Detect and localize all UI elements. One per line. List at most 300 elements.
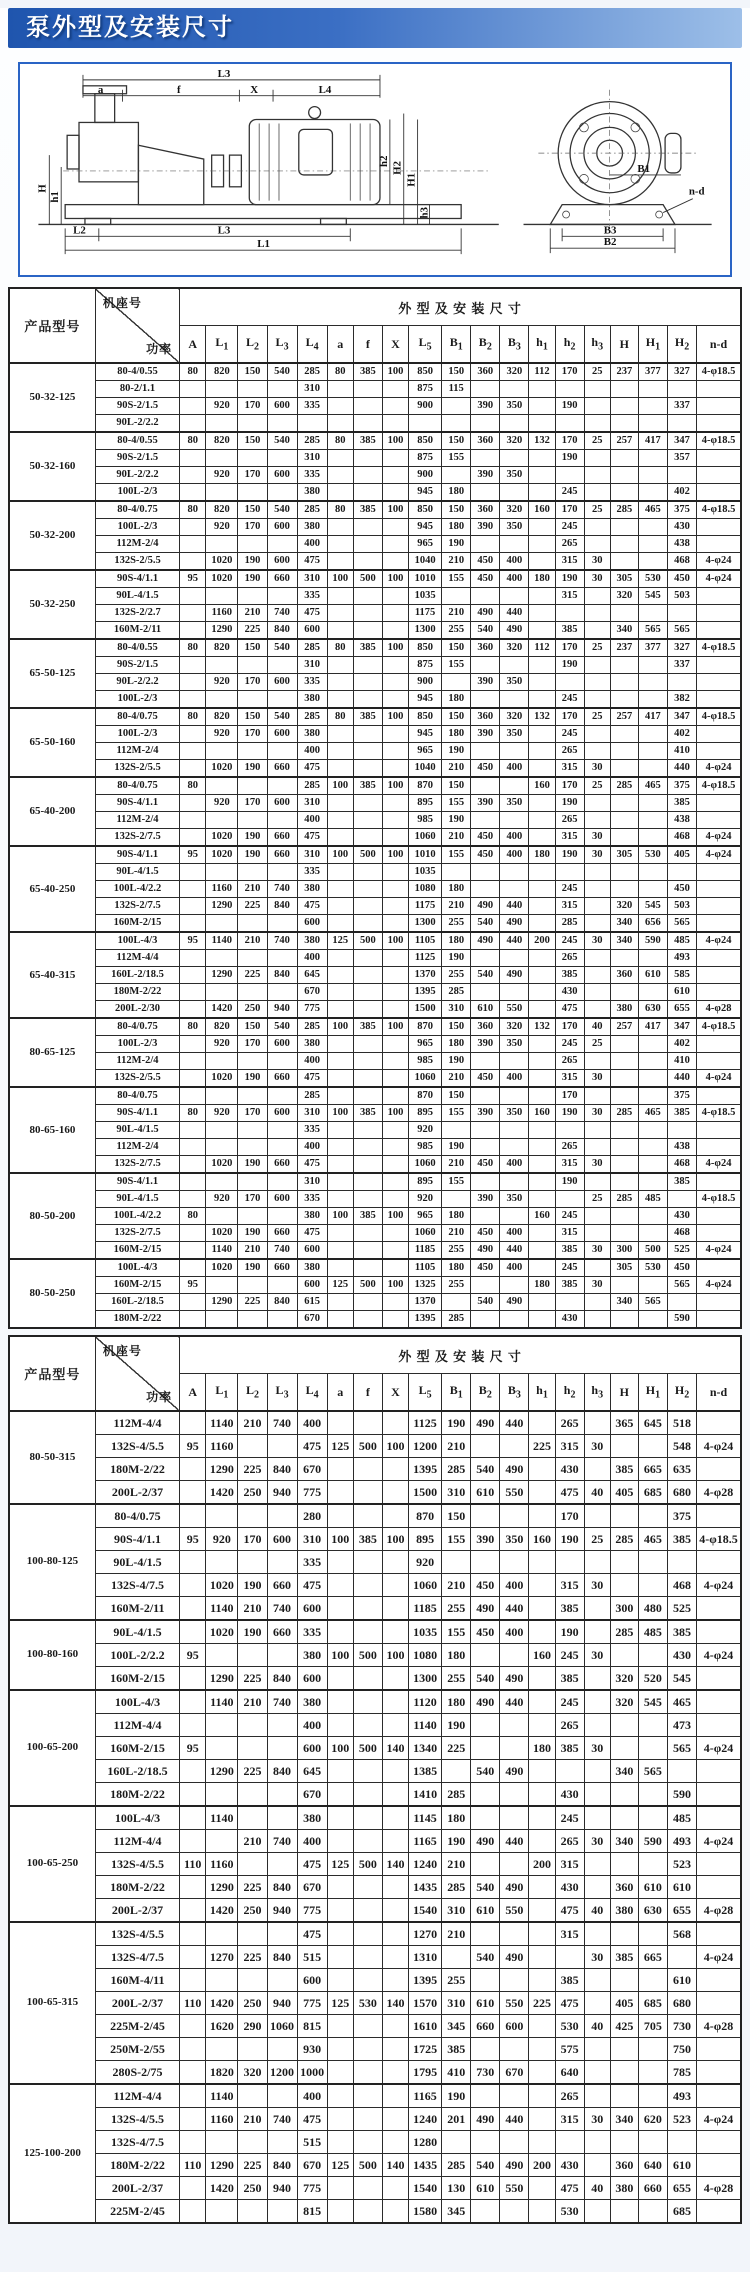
dimension-cell — [610, 829, 638, 847]
dimension-cell — [610, 1036, 638, 1053]
dimension-cell: 600 — [297, 1667, 327, 1691]
dimension-cell: 430 — [667, 519, 696, 536]
dimension-cell: 740 — [267, 1690, 297, 1714]
dimension-cell — [610, 743, 638, 760]
dimension-cell: 310 — [297, 450, 327, 467]
dimension-cell: 1435 — [409, 2154, 442, 2177]
dimension-cell: 125 — [327, 932, 353, 950]
dimension-cell — [610, 1070, 638, 1088]
dimension-cell: 225 — [442, 1737, 471, 1760]
dimension-cell — [327, 1899, 353, 1923]
dimension-cell: 100 — [382, 1644, 408, 1667]
dimension-cell — [697, 1551, 741, 1574]
dimension-cell — [382, 1294, 408, 1311]
dimension-cell — [500, 1714, 529, 1737]
column-header-a: A — [180, 1374, 206, 1412]
dimension-cell: 385 — [555, 1969, 584, 1992]
dimension-cell: 645 — [638, 1411, 667, 1435]
column-header-frame-power-diagonal — [95, 1336, 179, 1411]
dimension-cell: 310 — [297, 657, 327, 674]
dimension-cell — [180, 1122, 206, 1139]
dim-label-h1: h1 — [49, 191, 62, 203]
dimension-cell: 1240 — [409, 1853, 442, 1876]
column-header-l2: $L_2$ — [238, 326, 267, 364]
dimension-cell: 80 — [327, 432, 353, 450]
dimension-cell — [529, 1036, 555, 1053]
dimension-cell — [206, 657, 238, 674]
dimension-cell: 4-φ28 — [697, 2177, 741, 2200]
page — [0, 8, 750, 2272]
dimension-cell: 385 — [610, 1458, 638, 1481]
dimension-cell — [697, 450, 741, 467]
dimension-cell — [327, 1259, 353, 1277]
dimension-cell — [382, 398, 408, 415]
dimension-cell — [180, 2177, 206, 2200]
dimension-cell: 1500 — [409, 1481, 442, 1505]
dimension-cell: 257 — [610, 1018, 638, 1036]
motor-frame-power-cell: 200L-2/37 — [95, 2177, 179, 2200]
dimension-cell — [382, 2038, 408, 2061]
dimension-cell: 520 — [638, 1667, 667, 1691]
dimension-cell: 468 — [667, 1156, 696, 1174]
dimension-cell: 210 — [238, 605, 267, 622]
dimension-cell — [382, 484, 408, 502]
dimension-cell — [697, 1853, 741, 1876]
dimension-cell: 320 — [610, 898, 638, 915]
dimension-cell: 1080 — [409, 881, 442, 898]
dimension-cell — [327, 2015, 353, 2038]
dimension-cell — [529, 1922, 555, 1946]
dimension-cell: 945 — [409, 691, 442, 709]
dimension-cell: 4-φ18.5 — [697, 501, 741, 519]
dimension-cell — [697, 1122, 741, 1139]
motor-frame-power-cell: 132S-2/7.5 — [95, 1225, 179, 1242]
motor-frame-power-cell: 100L-2/2.2 — [95, 1644, 179, 1667]
motor-frame-power-cell: 132S-4/5.5 — [95, 1922, 179, 1946]
dimension-cell — [382, 1036, 408, 1053]
dimension-cell — [638, 1574, 667, 1597]
dimension-cell: 775 — [297, 1481, 327, 1505]
dimension-cell — [327, 2131, 353, 2154]
dimension-cell: 4-φ28 — [697, 1001, 741, 1019]
motor-frame-power-cell: 200L-2/37 — [95, 1992, 179, 2015]
dimension-cell — [638, 760, 667, 778]
dimension-cell — [584, 381, 610, 398]
dimension-cell — [353, 415, 382, 433]
dimension-cell: 245 — [555, 1036, 584, 1053]
dimension-cell: 540 — [267, 708, 297, 726]
dimension-cell: 180 — [529, 570, 555, 588]
dimension-cell — [529, 691, 555, 709]
motor-frame-power-cell: 112M-4/4 — [95, 950, 179, 967]
dimension-cell: 530 — [638, 570, 667, 588]
dimension-cell — [471, 588, 500, 605]
dimension-cell: 385 — [667, 795, 696, 812]
product-model-cell: 80-65-160 — [9, 1087, 95, 1173]
dimension-cell: 1140 — [206, 1806, 238, 1830]
dimension-cell: 485 — [638, 1620, 667, 1644]
dimension-cell: 600 — [297, 1969, 327, 1992]
motor-frame-power-cell: 100L-4/3 — [95, 1690, 179, 1714]
dimension-cell: 465 — [638, 1105, 667, 1122]
dimension-cell — [529, 829, 555, 847]
dimension-cell — [267, 1277, 297, 1294]
dimension-cell — [638, 812, 667, 829]
dimension-cell: 1290 — [206, 1667, 238, 1691]
dimension-cell: 4-φ24 — [697, 1242, 741, 1260]
dimension-cell: 250 — [238, 1899, 267, 1923]
dimension-cell: 400 — [500, 1259, 529, 1277]
dimension-cell — [697, 1173, 741, 1191]
dimension-cell: 265 — [555, 743, 584, 760]
motor-frame-power-cell: 90L-2/2.2 — [95, 674, 179, 691]
dimension-cell: 4-φ24 — [697, 1574, 741, 1597]
dimension-cell: 380 — [297, 691, 327, 709]
dimension-cell: 30 — [584, 1737, 610, 1760]
dimension-cell — [584, 881, 610, 898]
dimension-cell: 100 — [327, 777, 353, 795]
dimension-cell: 335 — [297, 1551, 327, 1574]
dimension-cell — [206, 950, 238, 967]
dimension-cell — [353, 2038, 382, 2061]
dimension-cell: 1290 — [206, 967, 238, 984]
dimension-cell: 1125 — [409, 1411, 442, 1435]
dimension-cell: 100 — [327, 846, 353, 864]
dimension-cell — [353, 1876, 382, 1899]
dimension-cell: 400 — [297, 1830, 327, 1853]
dimension-cell — [267, 777, 297, 795]
dimension-cell: 1160 — [206, 881, 238, 898]
dimension-cell: 385 — [353, 777, 382, 795]
dimension-cell: 660 — [267, 1574, 297, 1597]
dimension-cell: 285 — [610, 777, 638, 795]
dimension-cell — [584, 1992, 610, 2015]
dimension-cell: 1370 — [409, 1294, 442, 1311]
dimension-cell — [327, 2108, 353, 2131]
dimension-cell — [267, 1644, 297, 1667]
dimension-cell: 490 — [471, 1242, 500, 1260]
dimension-cell: 255 — [442, 1277, 471, 1294]
dimension-cell: 600 — [297, 1737, 327, 1760]
dimension-cell — [353, 1294, 382, 1311]
motor-frame-power-cell: 225M-2/45 — [95, 2015, 179, 2038]
dimension-cell: 1300 — [409, 1667, 442, 1691]
dimension-cell — [353, 605, 382, 622]
dimension-cell: 1410 — [409, 1783, 442, 1807]
dimension-cell: 530 — [638, 846, 667, 864]
dimension-cell: 385 — [667, 1528, 696, 1551]
dimension-cell: 125 — [327, 1435, 353, 1458]
dimension-cell: 440 — [500, 1597, 529, 1621]
dimension-cell: 503 — [667, 588, 696, 605]
dimension-cell — [327, 657, 353, 674]
dimension-cell — [353, 915, 382, 933]
dimension-cell: 655 — [667, 1899, 696, 1923]
dimension-cell — [697, 536, 741, 553]
dimension-cell: 1035 — [409, 588, 442, 605]
dimension-cell: 190 — [442, 1139, 471, 1156]
dimension-cell: 1395 — [409, 1458, 442, 1481]
dimension-cell: 315 — [555, 1225, 584, 1242]
column-header-a: a — [327, 326, 353, 364]
dimension-cell: 565 — [667, 1737, 696, 1760]
dimension-cell: 620 — [638, 2108, 667, 2131]
dimension-cell: 305 — [610, 846, 638, 864]
dimension-cell — [529, 1876, 555, 1899]
dimension-cell — [500, 1311, 529, 1329]
dim-label-X: X — [250, 83, 259, 96]
dimension-cell: 210 — [238, 881, 267, 898]
dimension-cell: 1060 — [409, 1070, 442, 1088]
motor-frame-power-cell: 180M-2/22 — [95, 1876, 179, 1899]
dimension-cell: 1540 — [409, 1899, 442, 1923]
pump-outline-drawing — [22, 68, 732, 266]
dimension-cell — [584, 691, 610, 709]
dimension-cell — [353, 1001, 382, 1019]
dimension-cell: 610 — [667, 1876, 696, 1899]
dimension-cell: 1240 — [409, 2108, 442, 2131]
dimension-cell — [327, 1122, 353, 1139]
dimension-cell: 490 — [471, 932, 500, 950]
dimension-cell — [238, 864, 267, 881]
dimension-cell — [382, 1690, 408, 1714]
dimension-cell: 4-φ24 — [697, 1946, 741, 1969]
dimension-cell — [697, 864, 741, 881]
dimension-cell: 740 — [267, 1830, 297, 1853]
dimension-cell — [697, 691, 741, 709]
dimension-cell — [267, 1737, 297, 1760]
dimension-cell — [327, 484, 353, 502]
dimension-cell — [327, 812, 353, 829]
dimension-cell — [529, 1714, 555, 1737]
dimension-cell — [382, 1597, 408, 1621]
dimension-cell — [584, 1225, 610, 1242]
dimension-cell: 285 — [297, 708, 327, 726]
dimension-cell — [206, 1783, 238, 1807]
dimension-cell: 1200 — [267, 2061, 297, 2085]
dimension-cell: 150 — [442, 1087, 471, 1105]
dimension-cell — [697, 967, 741, 984]
dimension-cell: 1200 — [409, 1435, 442, 1458]
dimension-cell — [584, 1001, 610, 1019]
dimension-cell — [697, 519, 741, 536]
dimension-cell: 112 — [529, 363, 555, 381]
dimension-cell — [327, 1481, 353, 1505]
dimension-cell: 660 — [267, 1070, 297, 1088]
dimension-cell: 95 — [180, 1644, 206, 1667]
dimension-cell: 285 — [610, 501, 638, 519]
dimension-cell: 380 — [297, 484, 327, 502]
motor-frame-power-cell: 132S-2/5.5 — [95, 760, 179, 778]
dimension-cell — [667, 1551, 696, 1574]
column-header-n-d: n-d — [697, 1374, 741, 1412]
dimension-cell: 402 — [667, 484, 696, 502]
dimension-cell: 490 — [500, 1458, 529, 1481]
dimension-cell — [610, 381, 638, 398]
dimension-cell: 385 — [555, 1597, 584, 1621]
dimension-cell: 660 — [267, 829, 297, 847]
dimension-cell: 190 — [238, 1620, 267, 1644]
dimension-cell — [471, 450, 500, 467]
dimension-cell: 438 — [667, 1139, 696, 1156]
dimension-cell: 468 — [667, 829, 696, 847]
dim-label-a: a — [97, 83, 104, 96]
dimension-cell: 1165 — [409, 1830, 442, 1853]
dimension-cell: 25 — [584, 1191, 610, 1208]
dimension-cell — [238, 1737, 267, 1760]
dimension-cell — [327, 1714, 353, 1737]
dimension-cell: 180 — [442, 691, 471, 709]
dimension-cell: 610 — [667, 984, 696, 1001]
dimension-cell — [353, 2177, 382, 2200]
dimension-cell: 945 — [409, 519, 442, 536]
dimension-cell: 485 — [638, 1191, 667, 1208]
dimension-cell — [697, 1597, 741, 1621]
dimension-cell: 590 — [667, 1311, 696, 1329]
dimension-cell — [327, 674, 353, 691]
dimension-cell — [267, 1714, 297, 1737]
dimension-cell: 660 — [471, 2015, 500, 2038]
dimension-cell — [353, 519, 382, 536]
dimension-cell — [267, 381, 297, 398]
dimension-cell — [529, 1574, 555, 1597]
dimension-cell — [697, 726, 741, 743]
dimension-cell: 450 — [471, 846, 500, 864]
dimension-cell: 600 — [267, 553, 297, 571]
dimension-cell — [500, 2038, 529, 2061]
corner-label-frame: 机座号 — [102, 296, 142, 310]
dimension-cell: 840 — [267, 2154, 297, 2177]
dimension-cell — [529, 726, 555, 743]
dimension-cell — [353, 657, 382, 674]
motor-frame-power-cell: 250M-2/55 — [95, 2038, 179, 2061]
dimension-cell: 225 — [238, 1667, 267, 1691]
dimension-cell — [697, 605, 741, 622]
dimension-cell: 190 — [555, 1528, 584, 1551]
dimension-cell: 285 — [297, 1018, 327, 1036]
motor-frame-power-cell: 100L-4/2.2 — [95, 881, 179, 898]
dimension-cell — [382, 1946, 408, 1969]
dimension-cell — [697, 1783, 741, 1807]
dimension-cell — [180, 915, 206, 933]
dimension-cell: 465 — [638, 501, 667, 519]
dimension-cell — [327, 795, 353, 812]
dimension-cell: 670 — [500, 2061, 529, 2085]
dimension-cell: 310 — [442, 1899, 471, 1923]
dimension-cell — [471, 881, 500, 898]
dimension-cell: 190 — [238, 1574, 267, 1597]
dimension-cell: 340 — [610, 2108, 638, 2131]
dimension-cell: 1060 — [409, 1225, 442, 1242]
dimension-cell — [180, 864, 206, 881]
dimension-cell — [610, 2038, 638, 2061]
dimension-cell: 820 — [206, 432, 238, 450]
span-header-outline-installation-dimensions: 外 型 及 安 装 尺 寸 — [180, 1336, 741, 1374]
column-header-l1: $L_1$ — [206, 1374, 238, 1412]
corner-label-frame: 机座号 — [102, 1344, 142, 1358]
dimension-cell: 345 — [442, 2015, 471, 2038]
motor-frame-power-cell: 80-4/0.55 — [95, 363, 179, 381]
dimension-cell: 150 — [238, 639, 267, 657]
motor-frame-power-cell: 90L-4/1.5 — [95, 588, 179, 605]
column-header-b2: $B_2$ — [471, 1374, 500, 1412]
dimension-cell: 380 — [297, 726, 327, 743]
dimension-cell: 550 — [500, 1481, 529, 1505]
dimension-cell: 100 — [327, 570, 353, 588]
dimension-cell — [584, 1259, 610, 1277]
column-header-l5: $L_5$ — [409, 1374, 442, 1412]
dimension-cell — [180, 1311, 206, 1329]
dimension-cell — [529, 1504, 555, 1528]
dimension-cell — [667, 467, 696, 484]
motor-frame-power-cell: 132S-4/5.5 — [95, 2108, 179, 2131]
dimension-cell: 4-φ18.5 — [697, 1105, 741, 1122]
dimension-cell: 30 — [584, 1946, 610, 1969]
dimension-cell — [500, 536, 529, 553]
dimension-cell: 380 — [297, 1806, 327, 1830]
dimension-cell — [267, 450, 297, 467]
dimension-cell — [353, 1899, 382, 1923]
dimension-cell: 190 — [238, 1156, 267, 1174]
dimension-cell — [584, 1922, 610, 1946]
dimension-cell — [353, 1053, 382, 1070]
dimension-cell — [382, 2108, 408, 2131]
dimension-cell — [584, 415, 610, 433]
dimension-cell: 245 — [555, 1644, 584, 1667]
dimension-cell — [353, 760, 382, 778]
dimension-cell — [667, 381, 696, 398]
dimension-cell: 210 — [442, 1574, 471, 1597]
dimension-cell — [180, 605, 206, 622]
dimension-cell — [471, 536, 500, 553]
dimension-cell — [529, 1551, 555, 1574]
motor-frame-power-cell: 90L-2/2.2 — [95, 467, 179, 484]
dimension-cell: 100 — [382, 639, 408, 657]
dimension-cell: 340 — [610, 622, 638, 640]
dimension-cell: 320 — [610, 1667, 638, 1691]
column-header-l3: $L_3$ — [267, 1374, 297, 1412]
dimension-cell: 170 — [238, 398, 267, 415]
dimension-cell: 180 — [442, 932, 471, 950]
dimension-cell — [327, 691, 353, 709]
dimension-cell — [610, 1806, 638, 1830]
dimension-cell: 600 — [500, 2015, 529, 2038]
dimension-cell — [180, 398, 206, 415]
dimension-cell — [353, 1830, 382, 1853]
dimension-cell: 25 — [584, 501, 610, 519]
dimension-cell — [471, 381, 500, 398]
dimension-cell: 305 — [610, 1259, 638, 1277]
dimension-cell: 125 — [327, 2154, 353, 2177]
dimension-cell: 1310 — [409, 1946, 442, 1969]
dimension-cell: 985 — [409, 812, 442, 829]
dimension-cell — [206, 915, 238, 933]
column-header-l4: $L_4$ — [297, 1374, 327, 1412]
dimension-cell — [584, 1294, 610, 1311]
dimension-cell: 840 — [267, 622, 297, 640]
dimension-cell: 440 — [500, 1411, 529, 1435]
dimension-cell: 1080 — [409, 1644, 442, 1667]
dimension-cell — [353, 1574, 382, 1597]
dimension-cell: 180 — [442, 1806, 471, 1830]
dimension-cell: 600 — [297, 915, 327, 933]
dimension-cell — [382, 381, 408, 398]
dimension-cell — [382, 1070, 408, 1088]
dimension-cell — [267, 1783, 297, 1807]
dimension-cell: 170 — [555, 1087, 584, 1105]
dim-label-h3: h3 — [418, 206, 431, 219]
dimension-cell — [327, 1690, 353, 1714]
